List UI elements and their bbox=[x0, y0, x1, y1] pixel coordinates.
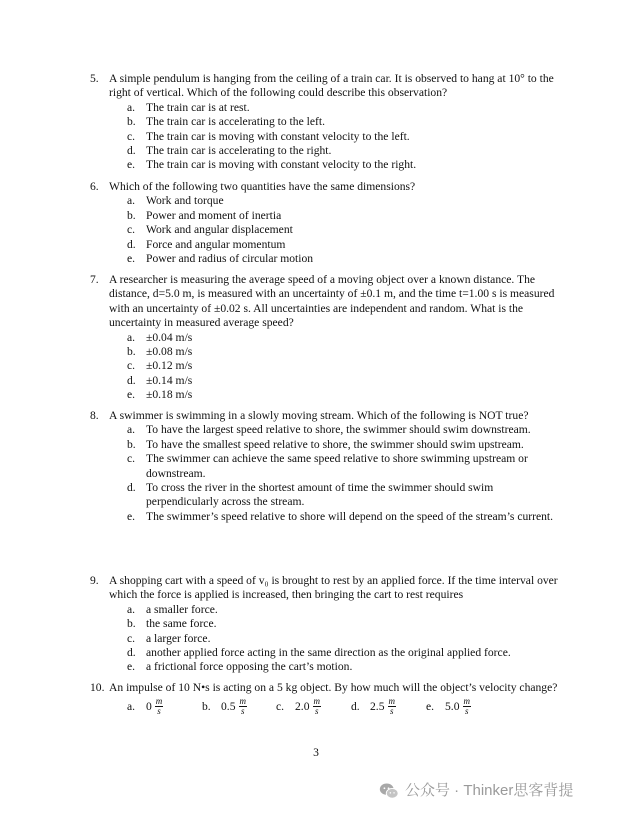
question-7 bbox=[90, 273, 560, 403]
option-text: The train car is accelerating to the left. bbox=[146, 115, 325, 129]
option-label: e. bbox=[127, 158, 136, 172]
option-label: e. bbox=[127, 660, 136, 674]
option-d bbox=[127, 238, 560, 252]
watermark bbox=[378, 780, 573, 802]
option-text: a frictional force opposing the cart’s motion. bbox=[146, 660, 353, 674]
unit-denominator: s bbox=[389, 706, 394, 717]
question-number: 5. bbox=[90, 72, 99, 85]
answer-options-row bbox=[127, 697, 560, 716]
option-e bbox=[426, 697, 471, 716]
option-label: b. bbox=[202, 699, 211, 713]
option-text: The train car is moving with constant velocity to the right. bbox=[146, 158, 417, 172]
option-text: a larger force. bbox=[146, 631, 211, 645]
unit-denominator: s bbox=[314, 706, 319, 717]
option-value: 2.0 bbox=[295, 699, 310, 713]
option-text: The train car is moving with constant velocity to the left. bbox=[146, 129, 410, 143]
option-d bbox=[127, 481, 560, 510]
option-e bbox=[127, 158, 560, 172]
option-b bbox=[127, 438, 560, 452]
option-label: a. bbox=[127, 330, 136, 344]
option-label: d. bbox=[127, 481, 136, 495]
question-10 bbox=[90, 681, 560, 716]
question-6 bbox=[90, 180, 560, 266]
unit-denominator: s bbox=[240, 706, 245, 717]
option-label: c. bbox=[127, 631, 136, 645]
option-b bbox=[127, 209, 560, 223]
option-label: a. bbox=[127, 194, 136, 208]
question-text: A researcher is measuring the average speed of a moving object over a known distance. The distance, d=5.0 m, is measured with an uncertainty of ±0.1 m, and the time t=1.00 s is measured with an uncertainty of ±0.02 s. All uncertainties are independent and random. What is the uncertainty in measured average speed? bbox=[109, 273, 555, 330]
option-d bbox=[351, 697, 426, 716]
option-a bbox=[127, 101, 560, 115]
option-text: To cross the river in the shortest amount of time the swimmer should swim perpendicularly across the stream. bbox=[146, 481, 494, 509]
unit-fraction bbox=[239, 697, 248, 716]
option-a bbox=[127, 194, 560, 208]
option-label: d. bbox=[351, 699, 360, 713]
option-d bbox=[127, 374, 560, 388]
option-label: c. bbox=[127, 129, 136, 143]
option-text: To have the largest speed relative to shore, the swimmer should swim downstream. bbox=[146, 423, 531, 437]
option-text: Power and moment of inertia bbox=[146, 208, 282, 222]
question-number: 8. bbox=[90, 409, 99, 422]
option-label: d. bbox=[127, 144, 136, 158]
option-a bbox=[127, 603, 560, 617]
option-c bbox=[127, 359, 560, 373]
question-text: Which of the following two quantities have the same dimensions? bbox=[109, 180, 416, 193]
option-label: e. bbox=[127, 509, 136, 523]
option-b bbox=[127, 617, 560, 631]
option-e bbox=[127, 510, 560, 524]
option-text: ±0.04 m/s bbox=[146, 330, 193, 344]
option-d bbox=[127, 646, 560, 660]
question-9 bbox=[90, 574, 560, 675]
option-text: ±0.12 m/s bbox=[146, 359, 193, 373]
option-c bbox=[127, 130, 560, 144]
option-text: Work and torque bbox=[146, 194, 224, 208]
option-d bbox=[127, 144, 560, 158]
option-value: 5.0 bbox=[445, 699, 460, 713]
option-label: b. bbox=[127, 617, 136, 631]
option-label: e. bbox=[426, 699, 435, 713]
option-c bbox=[127, 223, 560, 237]
option-a bbox=[127, 331, 560, 345]
unit-denominator: s bbox=[464, 706, 469, 717]
option-label: b. bbox=[127, 437, 136, 451]
unit-fraction bbox=[313, 697, 322, 716]
question-8 bbox=[90, 409, 560, 524]
question-number: 6. bbox=[90, 180, 99, 193]
unit-numerator: m bbox=[388, 696, 395, 707]
option-text: ±0.08 m/s bbox=[146, 345, 193, 359]
option-b bbox=[202, 697, 276, 716]
question-number: 10. bbox=[90, 681, 105, 694]
option-a bbox=[127, 423, 560, 437]
option-text: The swimmer can achieve the same speed relative to shore swimming upstream or downstream. bbox=[146, 452, 528, 480]
option-b bbox=[127, 115, 560, 129]
option-label: c. bbox=[127, 223, 136, 237]
question-number: 7. bbox=[90, 273, 99, 286]
question-5 bbox=[90, 72, 560, 173]
option-e bbox=[127, 252, 560, 266]
option-text: Force and angular momentum bbox=[146, 237, 286, 251]
option-text: Work and angular displacement bbox=[146, 223, 293, 237]
unit-denominator: s bbox=[157, 706, 161, 717]
page-number: 3 bbox=[313, 746, 319, 759]
option-text: ±0.18 m/s bbox=[146, 388, 193, 402]
unit-numerator: m bbox=[155, 696, 163, 707]
option-a bbox=[127, 697, 202, 716]
option-label: c. bbox=[127, 359, 136, 373]
option-label: b. bbox=[127, 208, 136, 222]
unit-fraction bbox=[155, 697, 164, 716]
option-label: d. bbox=[127, 646, 136, 660]
question-text: A shopping cart with a speed of v₀ is brought to rest by an applied force. If the time interval over which the force is applied is increased, then bringing the cart to rest requires bbox=[109, 574, 558, 602]
option-label: d. bbox=[127, 237, 136, 251]
unit-fraction bbox=[463, 697, 472, 716]
option-label: a. bbox=[127, 100, 136, 114]
option-value: 0 bbox=[146, 699, 152, 713]
option-text: Power and radius of circular motion bbox=[146, 252, 314, 266]
option-label: b. bbox=[127, 345, 136, 359]
option-b bbox=[127, 345, 560, 359]
option-label: c. bbox=[276, 699, 285, 713]
option-c bbox=[276, 697, 351, 716]
option-text: The swimmer’s speed relative to shore will depend on the speed of the stream’s current. bbox=[146, 509, 554, 523]
option-c bbox=[127, 452, 560, 481]
unit-numerator: m bbox=[463, 696, 470, 707]
unit-fraction bbox=[388, 697, 397, 716]
question-text: An impulse of 10 N•s is acting on a 5 kg object. By how much will the object’s velocity change? bbox=[109, 681, 558, 694]
option-e bbox=[127, 660, 560, 674]
option-label: d. bbox=[127, 373, 136, 387]
watermark-text: 公众号 · Thinker思客背提 bbox=[405, 781, 574, 799]
option-text: ±0.14 m/s bbox=[146, 373, 193, 387]
option-text: The train car is at rest. bbox=[146, 100, 250, 114]
option-text: To have the smallest speed relative to shore, the swimmer should swim upstream. bbox=[146, 437, 524, 451]
option-value: 0.5 bbox=[221, 699, 236, 713]
unit-numerator: m bbox=[313, 696, 320, 707]
option-text: another applied force acting in the same direction as the original applied force. bbox=[146, 646, 511, 660]
question-text: A swimmer is swimming in a slowly moving stream. Which of the following is NOT true? bbox=[109, 409, 529, 422]
wechat-icon bbox=[378, 780, 400, 802]
option-label: a. bbox=[127, 602, 136, 616]
option-label: c. bbox=[127, 452, 136, 466]
question-text: A simple pendulum is hanging from the ceiling of a train car. It is observed to hang at 10° to the right of vertical. Which of the following could describe this observation? bbox=[109, 72, 554, 100]
option-text: the same force. bbox=[146, 617, 217, 631]
option-text: a smaller force. bbox=[146, 602, 218, 616]
option-e bbox=[127, 388, 560, 402]
question-number: 9. bbox=[90, 574, 99, 587]
option-label: a. bbox=[127, 423, 136, 437]
unit-numerator: m bbox=[239, 696, 246, 707]
option-label: e. bbox=[127, 388, 136, 402]
option-c bbox=[127, 632, 560, 646]
option-label: a. bbox=[127, 699, 136, 713]
option-value: 2.5 bbox=[370, 699, 385, 713]
option-text: The train car is accelerating to the right. bbox=[146, 144, 332, 158]
option-label: e. bbox=[127, 252, 136, 266]
option-label: b. bbox=[127, 115, 136, 129]
